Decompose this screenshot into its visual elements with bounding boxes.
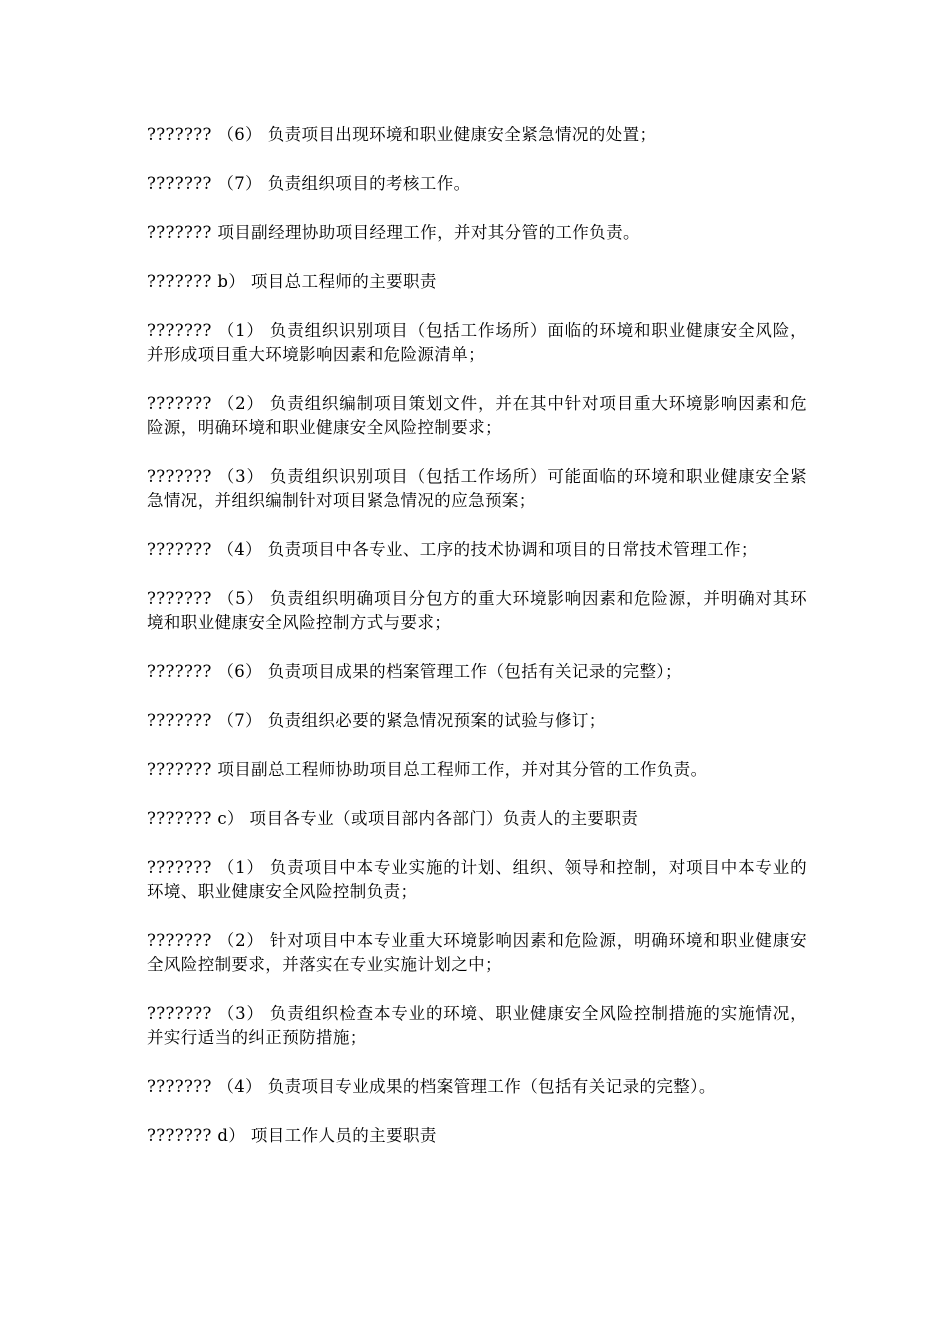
paragraph: ??????? （7） 负责组织项目的考核工作。	[147, 174, 471, 193]
section-heading-b: ??????? b） 项目总工程师的主要职责	[147, 272, 437, 291]
paragraph: ??????? （2） 负责组织编制项目策划文件，并在其中针对项目重大环境影响因素和危险源，明确环境和职业健康安全风险控制要求；	[147, 394, 807, 437]
paragraph: ??????? （3） 负责组织检查本专业的环境、职业健康安全风险控制措施的实施情况，并实行适当的纠正预防措施；	[147, 1004, 807, 1047]
paragraph: ??????? （1） 负责项目中本专业实施的计划、组织、领导和控制，对项目中本专业的环境、职业健康安全风险控制负责；	[147, 858, 807, 901]
paragraph: ??????? （4） 负责项目专业成果的档案管理工作（包括有关记录的完整）。	[147, 1077, 716, 1096]
paragraph: ??????? （1） 负责组织识别项目（包括工作场所）面临的环境和职业健康安全风险，并形成项目重大环境影响因素和危险源清单；	[147, 321, 807, 364]
paragraph: ??????? （7） 负责组织必要的紧急情况预案的试验与修订；	[147, 711, 606, 730]
paragraph: ??????? 项目副经理协助项目经理工作，并对其分管的工作负责。	[147, 223, 640, 242]
paragraph: ??????? 项目副总工程师协助项目总工程师工作，并对其分管的工作负责。	[147, 760, 708, 779]
paragraph: ??????? （2） 针对项目中本专业重大环境影响因素和危险源，明确环境和职业健康安全风险控制要求，并落实在专业实施计划之中；	[147, 931, 807, 974]
document-page	[147, 123, 807, 1173]
section-heading-c: ??????? c） 项目各专业（或项目部内各部门）负责人的主要职责	[147, 809, 639, 828]
paragraph: ??????? （4） 负责项目中各专业、工序的技术协调和项目的日常技术管理工作；	[147, 540, 758, 559]
paragraph: ??????? （3） 负责组织识别项目（包括工作场所）可能面临的环境和职业健康安全紧急情况，并组织编制针对项目紧急情况的应急预案；	[147, 467, 807, 510]
paragraph: ??????? （6） 负责项目出现环境和职业健康安全紧急情况的处置；	[147, 125, 657, 144]
paragraph: ??????? （6） 负责项目成果的档案管理工作（包括有关记录的完整）；	[147, 662, 682, 681]
section-heading-d: ??????? d） 项目工作人员的主要职责	[147, 1126, 437, 1145]
paragraph: ??????? （5） 负责组织明确项目分包方的重大环境影响因素和危险源，并明确对其环境和职业健康安全风险控制方式与要求；	[147, 589, 807, 632]
